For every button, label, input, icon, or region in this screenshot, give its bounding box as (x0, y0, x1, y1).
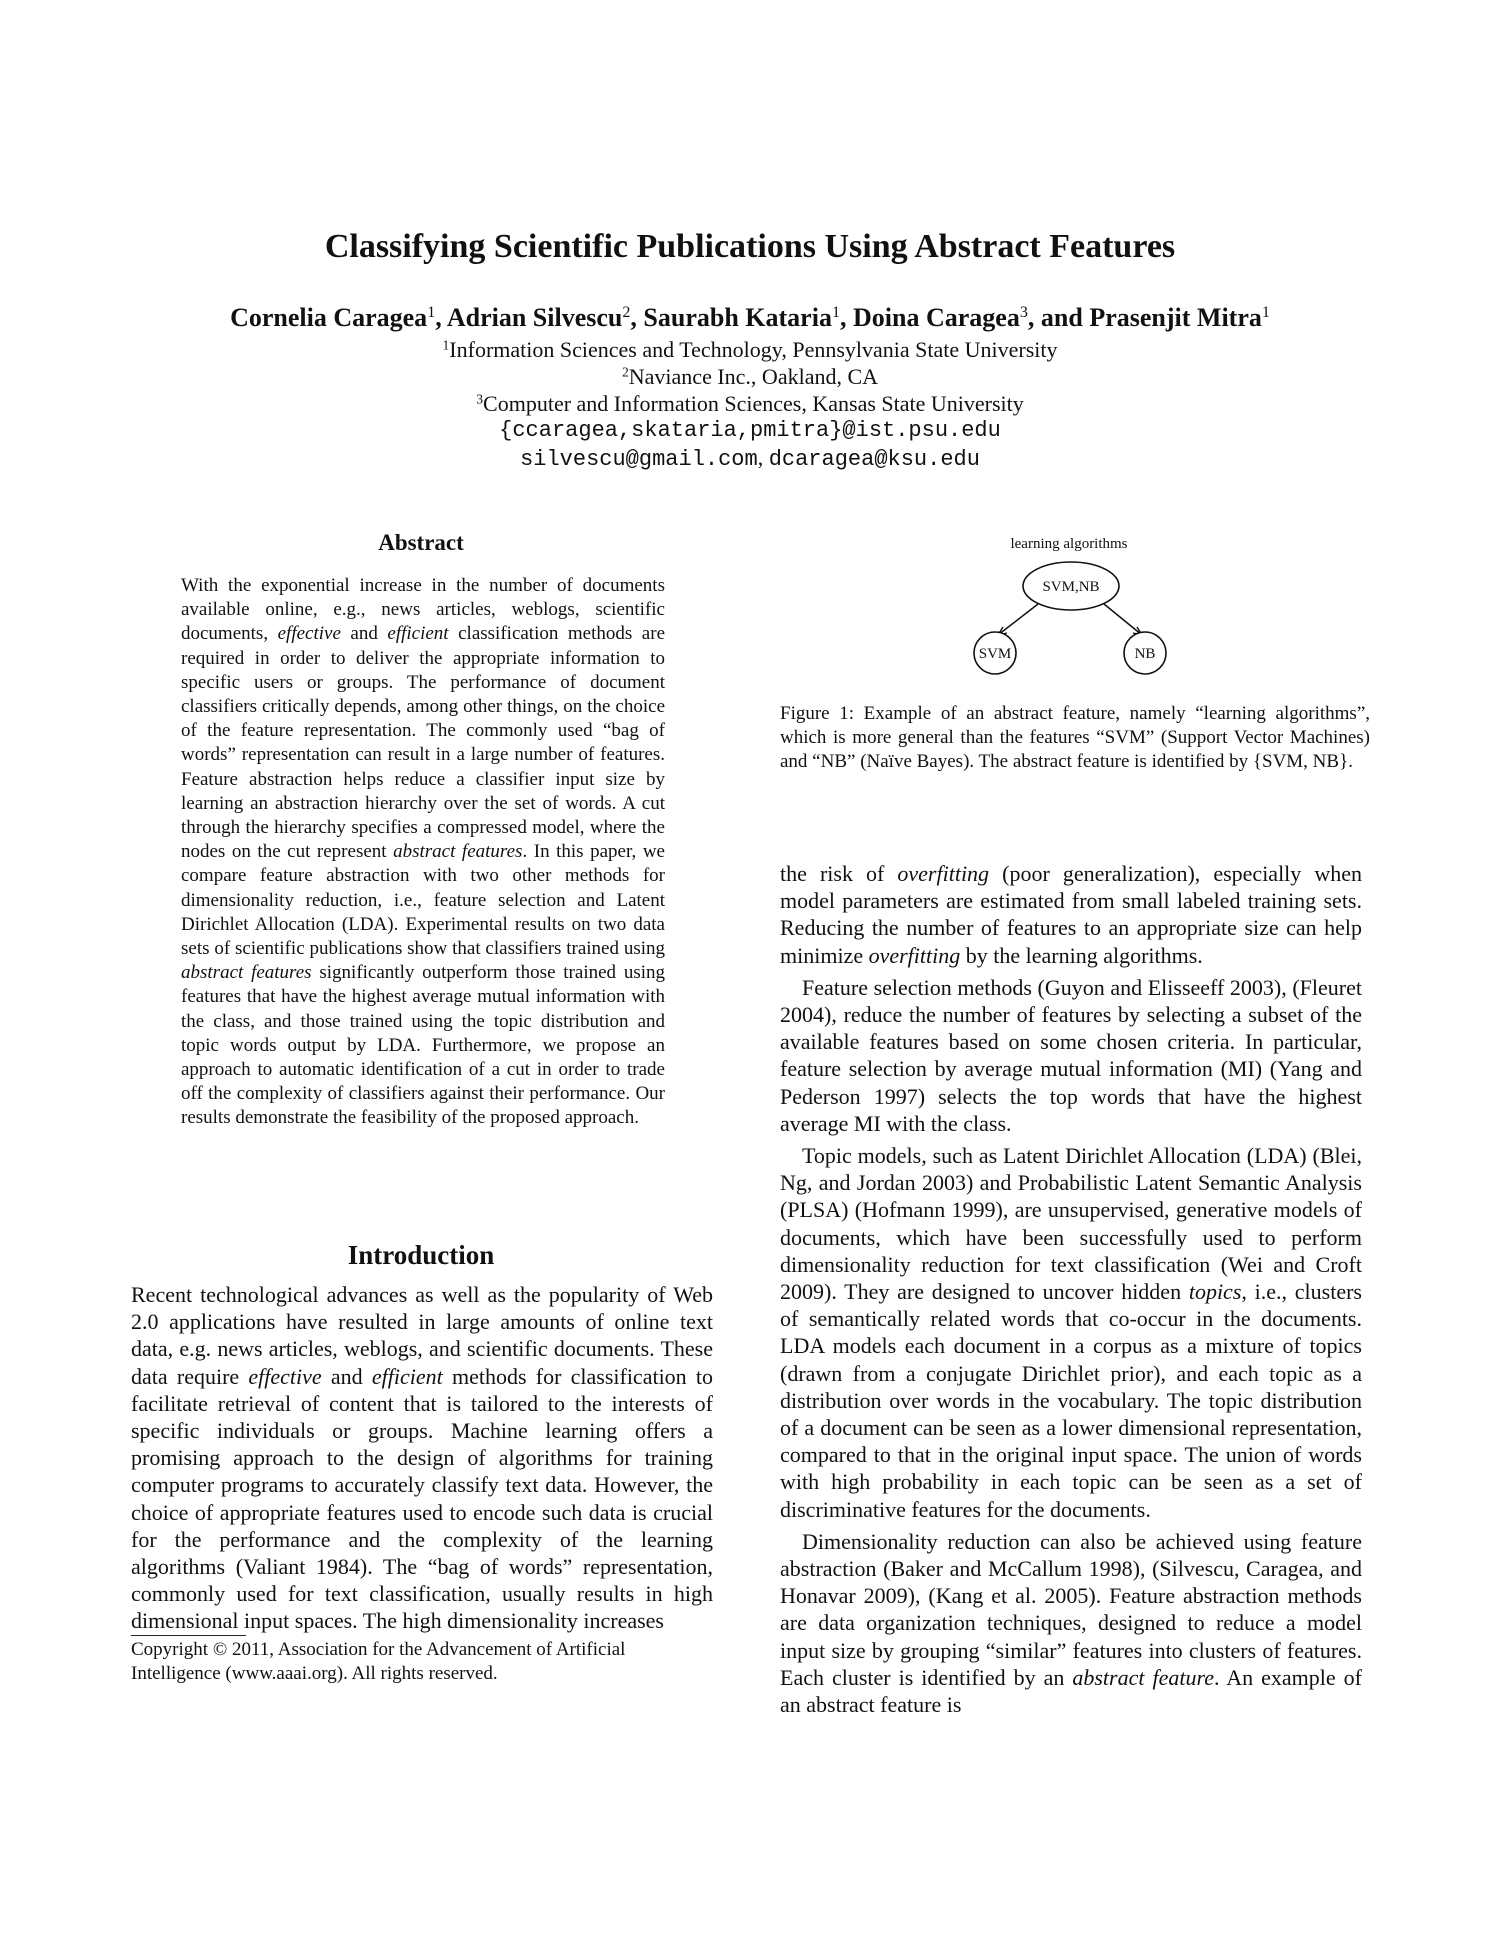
affiliation-line (0, 336, 1500, 363)
author-separator: , and (1027, 303, 1090, 332)
author-separator: , (840, 303, 854, 332)
footnote-rule (131, 1635, 246, 1636)
emphasized-text: efficient (387, 623, 449, 645)
affiliation-line (0, 390, 1500, 417)
affil-text: Naviance Inc., Oakland, CA (628, 364, 879, 389)
paper-title: Classifying Scientific Publications Using Abstract Features (324, 228, 1176, 265)
author-affil-mark: 1 (831, 304, 841, 322)
copyright-footnote (131, 1638, 713, 1686)
footnote-prefix: Copyright (131, 1639, 213, 1660)
emphasized-text: effective (277, 623, 341, 645)
author-name: Adrian Silvescu (446, 303, 623, 332)
text-run: . An example of an abstract feature is (780, 1664, 1362, 1718)
paragraph (780, 860, 1362, 969)
edge-to-svm (998, 604, 1038, 635)
nb-node-label: NB (1134, 646, 1156, 662)
author-affil-mark: 1 (427, 304, 436, 322)
text-run: by the learning algorithms. (960, 942, 1203, 968)
author-affil-mark: 3 (1019, 304, 1028, 322)
affil-mark: 2 (621, 364, 629, 380)
paragraph (780, 1142, 1362, 1523)
text-run: (poor generalization), especially when model parameters are estimated from small labeled training sets. Reducing the number of features to an appropriate size can help minimize (780, 861, 1363, 968)
author-affil-mark: 2 (622, 304, 631, 322)
affiliation-line (0, 363, 1500, 390)
text-run: . In this paper, we compare feature abstraction with two other methods for dimensionality reduction, i.e., feature selection and Latent Dirichlet Allocation (LDA). Experimental results on two data sets of scientific publications show that classifiers trained using (181, 841, 665, 960)
author-separator: , (630, 303, 644, 332)
text-run: , i.e., clusters of semantically related words that co-occur in the documents. LDA models each document in a corpus as a mixture of topics (drawn from a conjugate Dirichlet prior), and each topic as a distribution over words in the vocabulary. The topic distribution of a document can be seen as a lower dimensional representation, compared to that in the original input space. The union of words with high probability in each topic can be seen as a set of discriminative features for the documents. (780, 1279, 1362, 1522)
author-list (0, 303, 1500, 333)
footnote-text: 2011, Association for the Advancement of Artificial Intelligence (www.aaai.org). All rights reserved. (131, 1639, 626, 1684)
text-run: With the exponential increase in the number of documents available online, e.g., news articles, weblogs, scientific documents, (181, 575, 665, 645)
figure-top-label: learning algorithms (1010, 536, 1128, 552)
affil-mark: 3 (476, 391, 484, 407)
text-run: the risk of (780, 861, 898, 886)
affil-mark: 1 (442, 337, 450, 353)
emphasized-text: overfitting (868, 942, 961, 968)
affiliation-block (0, 336, 1500, 473)
text-run: methods for classification to facilitate retrieval of content that is tailored to the interests of specific individuals or groups. Machine learning offers a promising approach to the design of algorithms for training computer programs to accurately classify text data. However, the choice of appropriate features used to encode such data is crucial for the performance and the complexity of the learning algorithms (Valiant 1984). The “bag of words” representation, commonly used for text classification, usually results in high dimensional input spaces. The high dimensionality increases (131, 1363, 714, 1634)
emphasized-text: efficient (371, 1363, 443, 1389)
author-name: Saurabh Kataria (643, 303, 832, 332)
right-column-body (780, 860, 1362, 1723)
email-line (0, 444, 1500, 473)
email-address: silvescu@gmail.com (520, 447, 758, 472)
edge-to-nb (1104, 604, 1142, 635)
emphasized-text: effective (248, 1363, 322, 1389)
text-run: Feature selection methods (Guyon and Elisseeff 2003), (Fleuret 2004), reduce the number of features by selecting a subset of the available features based on some chosen criteria. In particular, feature selection by average mutual information (MI) (Yang and Pederson 1997) selects the top words that have the highest average MI with the class. (780, 974, 1362, 1136)
author-name: Doina Caragea (853, 303, 1020, 332)
text-run: and (321, 1363, 372, 1389)
author-affil-mark: 1 (1261, 304, 1270, 322)
text-run: classification methods are required in order to deliver the appropriate information to specific users or groups. The performance of document classifiers critically depends, among other things, on the choice of the feature representation. The commonly used “bag of words” representation can result in a large number of features. Feature abstraction helps reduce a classifier input size by learning an abstraction hierarchy over the set of words. A cut through the hierarchy specifies a compressed model, where the nodes on the cut represent (181, 623, 665, 863)
introduction-heading: Introduction (347, 1240, 495, 1270)
author-name: Cornelia Caragea (230, 303, 428, 332)
text-run: and (340, 623, 388, 645)
emphasized-text: overfitting (897, 861, 990, 886)
email-line: {ccaragea,skataria,pmitra}@ist.psu.edu (499, 418, 1001, 443)
abstract-body (181, 574, 665, 1131)
emphasized-text: abstract features (393, 841, 523, 863)
copyright-symbol-icon: © (212, 1639, 228, 1660)
text-run: Dimensionality reduction can also be achieved using feature abstraction (Baker and McCallum 1998), (Silvescu, Caragea, and Honavar 2009), (Kang et al. 2005). Feature abstraction methods are data organization techniques, designed to reduce a model input size by grouping “similar” features into clusters of features. Each cluster is identified by an (780, 1528, 1362, 1690)
email-address: dcaragea@ksu.edu (768, 447, 980, 472)
text-run: Recent technological advances as well as the popularity of Web 2.0 applications have resulted in large amounts of online text data, e.g. news articles, weblogs, and scientific documents. These data require (131, 1282, 713, 1389)
text-run: Topic models, such as Latent Dirichlet Allocation (LDA) (Blei, Ng, and Jordan 2003) and Probabilistic Latent Semantic Analysis (PLSA) (Hofmann 1999), are unsupervised, generative models of documents, which have been successfully used to perform dimensionality reduction for text classification (Wei and Croft 2009). They are designed to uncover hidden (780, 1143, 1362, 1305)
emphasized-text: abstract features (181, 962, 312, 984)
introduction-body (131, 1281, 713, 1635)
figure-1-diagram (780, 525, 1370, 705)
svm-node-label: SVM (978, 646, 1012, 662)
affil-text: Computer and Information Sciences, Kansas State University (483, 391, 1024, 416)
paragraph (780, 974, 1362, 1137)
figure-1-caption: Figure 1: Example of an abstract feature, namely “learning algorithms”, which is more general than the features “SVM” (Support Vector Machines) and “NB” (Naïve Bayes). The abstract feature is identified by {SVM, NB}. (780, 703, 1370, 772)
paragraph (780, 1528, 1362, 1718)
author-name: Prasenjit Mitra (1089, 303, 1262, 332)
author-separator: , (435, 303, 447, 332)
email-separator: , (757, 445, 769, 470)
text-run: significantly outperform those trained using features that have the highest average mutual information with the class, and those trained using the topic distribution and topic words output by LDA. Furthermore, we propose an approach to automatic identification of a cut in order to trade off the complexity of classifiers against their performance. Our results demonstrate the feasibility of the proposed approach. (181, 962, 665, 1129)
emphasized-text: abstract feature (1072, 1664, 1214, 1690)
affil-text: Information Sciences and Technology, Pennsylvania State University (449, 337, 1058, 362)
emphasized-text: topics (1188, 1279, 1242, 1305)
root-node-label: SVM,NB (1042, 579, 1100, 595)
abstract-heading: Abstract (378, 530, 464, 555)
